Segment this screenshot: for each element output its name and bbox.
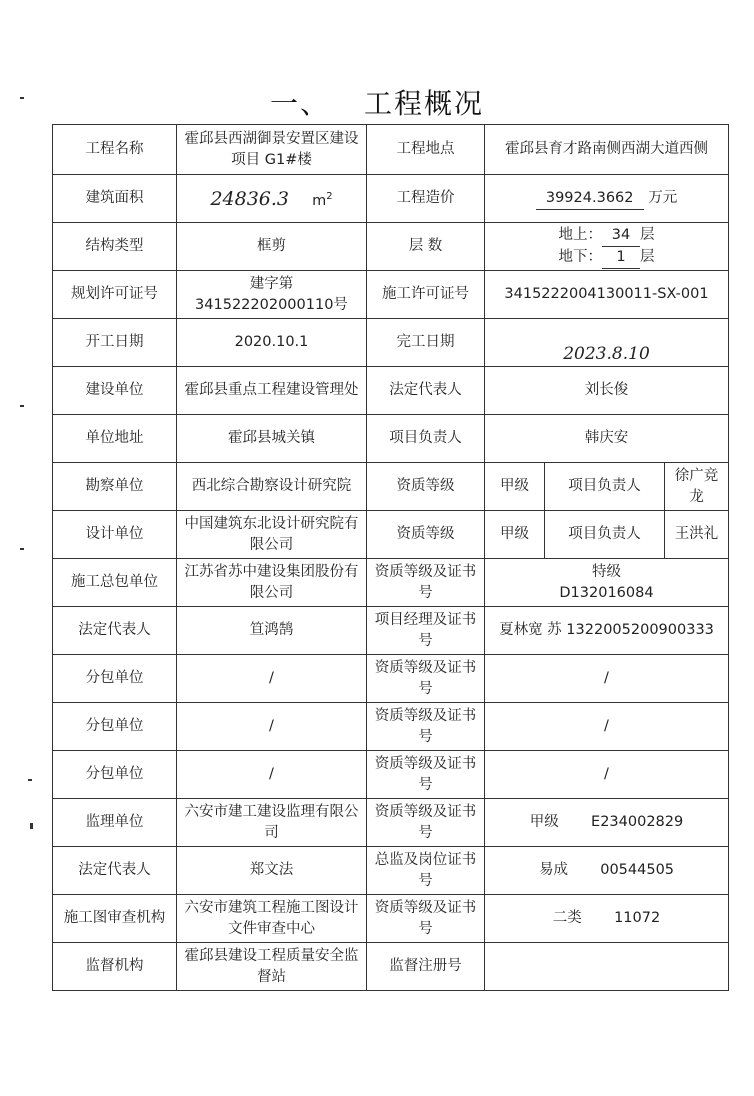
subcontractor-value: /: [177, 751, 367, 799]
subcontractor-grade-value: /: [485, 751, 729, 799]
project-overview-table: [52, 124, 729, 991]
completion-date-value: 2023.8.10: [563, 344, 650, 364]
scan-mark: [20, 405, 24, 407]
owner-legal-rep-value: 刘长俊: [485, 367, 729, 415]
cell-label: 资质等级及证书号: [367, 655, 485, 703]
contractor-grade-cell: [485, 559, 729, 607]
above-value: 34: [602, 225, 640, 247]
chief-supervisor-name: 易成: [538, 862, 568, 878]
cell-label: 单位地址: [53, 415, 177, 463]
cell-label: 工程地点: [367, 125, 485, 175]
cell-label: 总监及岗位证书号: [367, 847, 485, 895]
below-unit: 层: [640, 248, 655, 265]
below-value: 1: [602, 247, 640, 269]
cell-label: 层 数: [367, 223, 485, 271]
cost-unit: 万元: [648, 189, 678, 206]
cell-label: 设计单位: [53, 511, 177, 559]
review-cert-value: 11072: [614, 910, 661, 926]
design-unit-value: 中国建筑东北设计研究院有限公司: [177, 511, 367, 559]
cell-label: 规划许可证号: [53, 271, 177, 319]
table-row: [53, 319, 729, 367]
table-row: [53, 751, 729, 799]
cell-label: 监理单位: [53, 799, 177, 847]
cell-label: 监督机构: [53, 943, 177, 991]
structure-type-value: 框剪: [177, 223, 367, 271]
project-location-value: 霍邱县育才路南侧西湖大道西侧: [485, 125, 729, 175]
area-unit: m: [312, 192, 327, 209]
cell-label: 法定代表人: [367, 367, 485, 415]
table-row: [53, 895, 729, 943]
review-agency-value: 六安市建筑工程施工图设计文件审查中心: [177, 895, 367, 943]
cell-label: 项目负责人: [545, 511, 665, 559]
monitor-register-value: [485, 943, 729, 991]
table-row: [53, 655, 729, 703]
design-grade-value: 甲级: [485, 511, 545, 559]
start-date-value: 2020.10.1: [177, 319, 367, 367]
cell-label: 开工日期: [53, 319, 177, 367]
cell-label: 建筑面积: [53, 175, 177, 223]
table-row: [53, 943, 729, 991]
cell-label: 资质等级及证书号: [367, 799, 485, 847]
title-text: 工程概况: [364, 87, 485, 120]
table-row: [53, 415, 729, 463]
table-row: [53, 607, 729, 655]
project-cost-cell: [485, 175, 729, 223]
area-unit-sup: 2: [326, 190, 333, 202]
cell-label: 分包单位: [53, 703, 177, 751]
subcontractor-grade-value: /: [485, 703, 729, 751]
supervision-legal-rep-value: 郑文法: [177, 847, 367, 895]
floors-below: [559, 247, 655, 269]
building-area-value: 24836.3: [210, 187, 290, 210]
completion-date-cell: [485, 319, 729, 367]
subcontractor-grade-value: /: [485, 655, 729, 703]
contractor-grade-value: 特级: [592, 563, 621, 580]
cell-label: 施工总包单位: [53, 559, 177, 607]
floors-above: [559, 225, 655, 247]
scan-mark: [28, 779, 32, 781]
scan-mark: [30, 823, 33, 829]
above-unit: 层: [640, 226, 655, 243]
chief-supervisor-cell: [485, 847, 729, 895]
table-row: [53, 463, 729, 511]
table-row: [53, 703, 729, 751]
cell-label: 工程名称: [53, 125, 177, 175]
supervision-grade-cell: [485, 799, 729, 847]
cell-label: 资质等级及证书号: [367, 703, 485, 751]
planning-permit-value: 建字第 341522202000110号: [177, 271, 367, 319]
scan-mark: [20, 548, 24, 550]
construction-permit-value: 3415222004130011-SX-001: [485, 271, 729, 319]
project-leader-value: 韩庆安: [485, 415, 729, 463]
unit-address-value: 霍邱县城关镇: [177, 415, 367, 463]
floors-cell: [485, 223, 729, 271]
supervision-cert-value: E234002829: [591, 814, 684, 830]
cell-label: 结构类型: [53, 223, 177, 271]
supervision-grade-value: 甲级: [529, 814, 559, 830]
project-name-value: 霍邱县西湖御景安置区建设项目 G1#楼: [177, 125, 367, 175]
cell-label: 资质等级及证书号: [367, 751, 485, 799]
survey-unit-value: 西北综合勘察设计研究院: [177, 463, 367, 511]
cell-label: 施工许可证号: [367, 271, 485, 319]
above-label: 地上：: [558, 226, 602, 243]
chief-supervisor-cert: 00544505: [600, 862, 675, 878]
page-title: [0, 82, 754, 122]
cell-label: 项目经理及证书号: [367, 607, 485, 655]
cell-label: 施工图审查机构: [53, 895, 177, 943]
contractor-value: 江苏省苏中建设集团股份有限公司: [177, 559, 367, 607]
table-row: [53, 175, 729, 223]
cell-label: 工程造价: [367, 175, 485, 223]
title-number: 一、: [269, 87, 330, 120]
table-row: [53, 271, 729, 319]
contractor-legal-rep-value: 笪鸿鹄: [177, 607, 367, 655]
table-row: [53, 223, 729, 271]
cell-label: 资质等级: [367, 511, 485, 559]
subcontractor-value: /: [177, 655, 367, 703]
owner-unit-value: 霍邱县重点工程建设管理处: [177, 367, 367, 415]
survey-grade-value: 甲级: [485, 463, 545, 511]
review-grade-cell: [485, 895, 729, 943]
project-cost-value: 39924.3662: [536, 188, 644, 210]
building-area-cell: [177, 175, 367, 223]
supervision-unit-value: 六安市建工建设监理有限公司: [177, 799, 367, 847]
cell-label: 勘察单位: [53, 463, 177, 511]
table-row: [53, 559, 729, 607]
cell-label: 项目负责人: [545, 463, 665, 511]
subcontractor-value: /: [177, 703, 367, 751]
cell-label: 分包单位: [53, 655, 177, 703]
monitor-agency-value: 霍邱县建设工程质量安全监督站: [177, 943, 367, 991]
cell-label: 资质等级及证书号: [367, 559, 485, 607]
cell-label: 项目负责人: [367, 415, 485, 463]
cell-label: 法定代表人: [53, 847, 177, 895]
cell-label: 法定代表人: [53, 607, 177, 655]
below-label: 地下：: [558, 248, 602, 265]
cell-label: 监督注册号: [367, 943, 485, 991]
project-manager-value: 夏林宽 苏 1322005200900333: [485, 607, 729, 655]
design-leader-value: 王洪礼: [665, 511, 729, 559]
review-grade-value: 二类: [552, 910, 582, 926]
table-row: [53, 367, 729, 415]
table-row: [53, 125, 729, 175]
cell-label: 资质等级: [367, 463, 485, 511]
contractor-cert-value: D132016084: [559, 584, 654, 601]
cell-label: 资质等级及证书号: [367, 895, 485, 943]
cell-label: 分包单位: [53, 751, 177, 799]
table-row: [53, 511, 729, 559]
table-row: [53, 847, 729, 895]
survey-leader-value: 徐广竞龙: [665, 463, 729, 511]
cell-label: 完工日期: [367, 319, 485, 367]
table-row: [53, 799, 729, 847]
cell-label: 建设单位: [53, 367, 177, 415]
